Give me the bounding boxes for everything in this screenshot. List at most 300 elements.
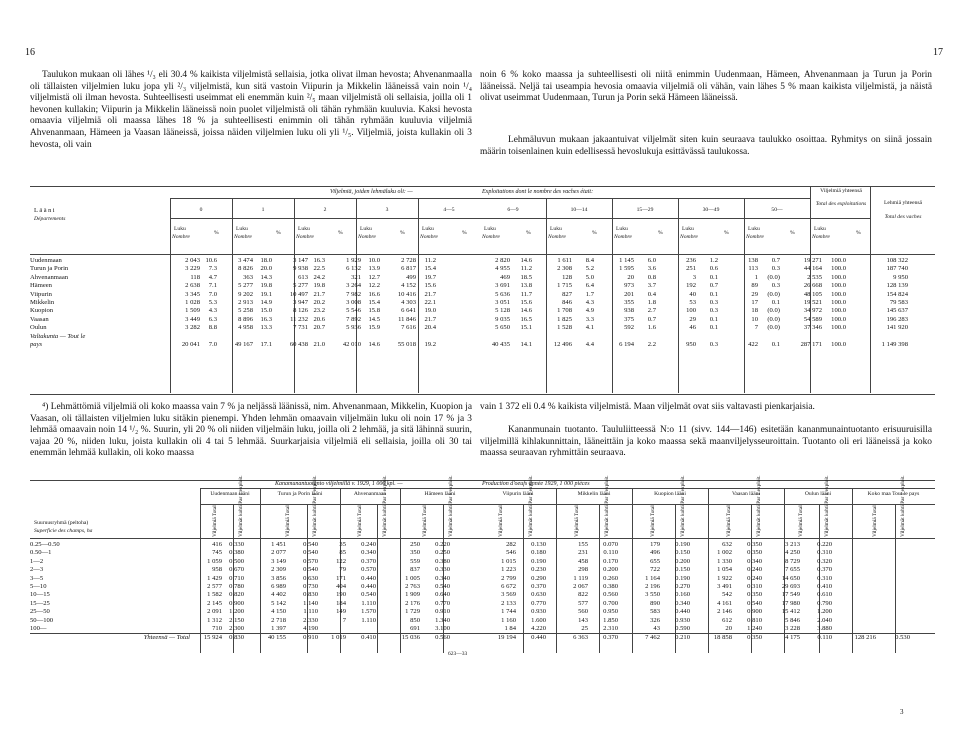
table-cell: 141 920 [886, 324, 908, 332]
table-cell: 4.7 [208, 273, 217, 281]
table-cell [762, 333, 790, 341]
table-cell [348, 625, 380, 633]
column-header: Viljelmiä yhteensä [820, 188, 862, 194]
sub-header-luku: Luku [360, 226, 372, 232]
table-cell: 0.270 [675, 582, 690, 590]
table-row [30, 541, 480, 549]
table-cell: 35 [339, 541, 346, 548]
table-cell: 1.7 [585, 290, 594, 298]
table-cell: 1 595 [619, 265, 634, 273]
table-cell: 4.190 [303, 624, 318, 632]
table-cell: 4 175 [785, 634, 800, 642]
table-cell: 2.300 [229, 624, 244, 632]
table-cell: 0.110 [603, 549, 618, 557]
table-cell: 0.340 [747, 557, 762, 565]
table-cell: 0.1 [771, 340, 780, 348]
table-cell: 1 929 [346, 257, 361, 264]
table-cell: 3 691 [495, 282, 510, 290]
table-cell: 0.230 [531, 566, 546, 574]
table-cell: 60 438 [289, 340, 308, 348]
table-cell: 577 [578, 599, 588, 607]
vertical-column-header: Viljelmät kohti Par 1 exploit. [900, 475, 906, 537]
sub-header-pct: % [338, 230, 343, 236]
table-row [30, 265, 480, 273]
row-label: 0.25—0.50 [30, 541, 60, 548]
table-row [30, 566, 480, 574]
vertical-column-header: Viljelmät kohti Par 1 exploit. [680, 475, 686, 537]
sub-header-nombre: Nombre [614, 234, 632, 240]
table-cell: 1 005 [405, 574, 420, 582]
table-cell: 0.540 [747, 599, 762, 607]
table-cell: 5 142 [271, 599, 286, 607]
table-cell: 1 054 [717, 566, 732, 574]
table-cell: 7 462 [645, 634, 660, 642]
table-cell: 21.7 [313, 290, 325, 298]
sub-header-nombre: Nombre [358, 234, 376, 240]
table-cell: 2 820 [495, 257, 510, 264]
table-cell [856, 333, 908, 341]
table-cell: 938 [624, 307, 634, 315]
sub-header-luku: Luku [298, 226, 310, 232]
table-cell: 0.830 [303, 591, 318, 599]
table-cell: 0.570 [303, 557, 318, 565]
table-row [30, 633, 480, 642]
table-cell: 11 846 [398, 315, 416, 323]
table-cell: 2 638 [185, 282, 200, 290]
table-cell: 100.0 [831, 282, 846, 290]
table-cell: 5.0 [585, 273, 594, 281]
table-cell: 10 416 [397, 290, 416, 298]
table-cell: 0.700 [603, 599, 618, 607]
table-cell: 1 429 [207, 574, 222, 582]
footer-page-marker: 3 [900, 708, 904, 716]
table-cell: 1 715 [557, 282, 572, 290]
table-cell: 3 550 [645, 591, 660, 599]
table-cell: 2 763 [405, 582, 420, 590]
sub-header-luku: Luku [174, 226, 186, 232]
vertical-column-header: Viljelmiä Total [285, 505, 291, 537]
table-cell: 0.1 [709, 324, 718, 332]
table-cell: 6 672 [501, 582, 516, 590]
table-cell: 0.440 [531, 634, 546, 642]
table-cell [223, 333, 255, 341]
sub-header-nombre: Nombre [234, 234, 252, 240]
vertical-column-header: Viljelmiä Total [212, 505, 218, 537]
table-cell: 100.0 [831, 273, 846, 281]
table-cell: 43 [653, 624, 660, 632]
table-cell: 0.310 [747, 582, 762, 590]
table-cell: 192 [686, 282, 696, 290]
table-cell [826, 333, 856, 341]
table-cell: 15 412 [781, 608, 800, 616]
table-cell: 201 [624, 290, 634, 298]
row-label: 0.50—1 [30, 549, 52, 557]
table-cell: 850 [410, 616, 420, 624]
table-cell: 0.3 [709, 340, 718, 348]
table-cell: 5 128 [495, 307, 510, 315]
table-cell: 6 989 [271, 582, 286, 590]
table-cell [278, 333, 310, 341]
table-row [480, 333, 935, 341]
table-cell: 149 [336, 608, 346, 616]
column-header: Lääni [34, 207, 57, 214]
table-cell: 1 160 [501, 616, 516, 624]
table-cell [542, 333, 576, 341]
table-row [30, 617, 480, 625]
table-cell: 5 277 [293, 282, 308, 290]
table-cell: (0.0) [767, 324, 780, 332]
row-label: Oulun [30, 324, 47, 332]
table-row [30, 608, 480, 616]
table-row [480, 274, 935, 282]
table-cell: 100 [686, 307, 696, 315]
table-cell: 2 308 [557, 265, 572, 273]
table-cell: (0.0) [767, 315, 780, 323]
column-header: Mikkelin lääni [577, 491, 611, 497]
table-cell: 0.370 [603, 634, 618, 642]
table-cell: 34 972 [803, 307, 822, 315]
table-cell: 143 [578, 616, 588, 624]
table-row [480, 625, 935, 633]
table-cell: 23.2 [313, 307, 325, 315]
table-body [30, 541, 480, 643]
sub-header-luku: Luku [236, 226, 248, 232]
table-cell: 15.9 [368, 324, 380, 332]
table-cell: 0.110 [817, 634, 832, 642]
paragraph: Taulukon mukaan oli lähes ¹/₃ eli 30.4 % kaikista viljelmistä sellaisia, jotka olivat ilman hevosta; Ahvenanmaalla oli tällaisten viljelmien luku jopa yli ²/₃ viljelmistä, kun sitä vastoin Viipurin ja Mikkelin lääneissä vain noin ¹/₄ viljelmistä oli ilman hevosta. Suhteellisesti useimmat eli enemmän kuin ²/₅ maan viljelmistä oli sellaisia, joilla oli 1 hevonen kullakin; Viipurin ja Mikkelin lääneissä noin puolet viljelmistä oli tähän ryhmään kuuluvia. Kaksi hevosta omaavia viljelmiä oli maassa lähes 18 % ja suhteellisesti enimmin oli tähän ryhmään kuuluvia viljelmiä Ahvenanmaan, Hämeen ja Vaasan lääneissä, joissa näiden viljelmien luku oli yli ¹/₅. Viljelmiä, joista kullakin oli 3 hevosta, oli vain [30, 70, 472, 150]
table-row [480, 591, 935, 599]
table-cell: 21.0 [313, 340, 325, 348]
table-cell [728, 333, 762, 341]
table-row [30, 600, 480, 608]
table-cell: 20.7 [313, 324, 325, 332]
table-cell: 22.5 [313, 265, 325, 273]
sub-header-nombre: Nombre [548, 234, 566, 240]
table-row [30, 324, 480, 332]
table-cell: 0.820 [229, 591, 244, 599]
table-cell: 20 [627, 273, 634, 281]
group-header: 0 [199, 207, 203, 213]
table-cell: 2.7 [647, 307, 656, 315]
table-cell: 4.4 [585, 340, 594, 348]
row-label: 50—100 [30, 616, 54, 624]
table-cell: 6 641 [401, 307, 416, 315]
table-cell: 0.380 [435, 557, 450, 565]
table-cell: 655 [650, 557, 660, 565]
table-cell: 0.540 [435, 582, 450, 590]
table-cell: 0.770 [435, 599, 450, 607]
table-cell: 546 [506, 549, 516, 557]
table-cell [310, 333, 331, 341]
row-label: Turun ja Porin [30, 265, 69, 273]
table-cell: 5 277 [238, 282, 253, 290]
table-row [480, 282, 935, 290]
table-cell: 3 345 [185, 290, 200, 298]
table-cell: 16.6 [368, 290, 380, 298]
table-cell: 2 067 [573, 582, 588, 590]
column-header: Superficie des champs, ha [34, 528, 93, 534]
table-cell: 171 [336, 574, 346, 582]
table-cell: 7 731 [293, 324, 308, 332]
table-cell: 0.440 [361, 574, 376, 582]
table-cell: 3 228 [785, 624, 800, 632]
table-cell: 846 [562, 298, 572, 306]
table-cell: 1 909 [405, 591, 420, 599]
vertical-column-header: Viljelmiä Total [422, 505, 428, 537]
table-cell: 9 938 [293, 265, 308, 273]
paragraph: Lehmäluvun mukaan jakaantuivat viljelmät siten kuin seuraava taulukko osoittaa. Ryhmitys on siinä jossain määrin toisenlainen kuin edellisessä hevoslukuja esittävässä taulukossa. [480, 135, 932, 157]
table-cell: 0.830 [229, 634, 244, 642]
table-cell: 0.640 [435, 591, 450, 599]
sub-header-luku: Luku [616, 226, 628, 232]
table-cell: 0.950 [603, 608, 618, 616]
table-cell: 2 799 [501, 574, 516, 582]
table-cell: 15.0 [260, 307, 272, 315]
table-cell: 8.8 [208, 324, 217, 332]
table-cell: 155 [578, 541, 588, 548]
table-cell: 4 303 [401, 298, 416, 306]
table-cell: 8 126 [293, 307, 308, 315]
table-cell: 7 [754, 324, 758, 332]
table-cell: 18.0 [260, 257, 272, 264]
table-cell: 53 [689, 298, 696, 306]
table-row [30, 575, 480, 583]
table-cell: 2.310 [603, 624, 618, 632]
table-cell: 890 [650, 599, 660, 607]
table-caption: Kanamunantuotanto viljelmillä v. 1929, 1 000 kpl. — [275, 481, 403, 487]
table-cell: 4 152 [401, 282, 416, 290]
table-cell [418, 333, 442, 341]
table-cell: 4 955 [495, 265, 510, 273]
sub-header-pct: % [856, 230, 861, 236]
right-page [448, 0, 960, 741]
table-cell [331, 333, 363, 341]
table-cell: 3 147 [293, 257, 308, 264]
vertical-column-header: Viljelmät kohti Par 1 exploit. [312, 475, 318, 537]
vertical-column-header: Viljelmiä Total [726, 505, 732, 537]
row-label: Ahvenanmaan [30, 273, 69, 281]
table-cell: 321 [351, 273, 361, 281]
table-cell: 1 611 [557, 257, 572, 264]
table-cell: 0.440 [361, 582, 376, 590]
table-cell: 1.140 [303, 599, 318, 607]
table-cell: 0.340 [361, 549, 376, 557]
table-cell: 15.4 [368, 298, 380, 306]
table-cell: 9 202 [238, 290, 253, 298]
table-cell: 0.150 [675, 549, 690, 557]
table-cell: 3 051 [495, 298, 510, 306]
row-label: 25—50 [30, 608, 50, 616]
vertical-column-header: Viljelmiä Total [872, 505, 878, 537]
table-cell: 0.240 [747, 566, 762, 574]
table-row [480, 600, 935, 608]
paragraph: Kananmunain tuotanto. Taululiitteessä N:o 11 (sivv. 144—146) esitetään kananmunaintuotanto erisuuruisilla viljelmillä kihlakunnittain, lääneittäin ja koko maassa sekä maanviljelysseuroittain. Tuotanto oli eri lääneissä ja koko maassa seuraavan ryhmittäin seuraava. [480, 425, 932, 459]
table-cell: 1 028 [185, 298, 200, 306]
table-cell: 2 043 [185, 257, 200, 264]
table-cell: 0.770 [531, 599, 546, 607]
table-cell: 0.540 [303, 566, 318, 574]
table-body [30, 257, 480, 349]
table-cell: 13.9 [368, 265, 380, 273]
table-cell [666, 333, 700, 341]
table-cell: 0.220 [435, 541, 450, 548]
table-cell: 1 149 398 [881, 340, 908, 348]
paragraph: vain 1 372 eli 0.4 % kaikista viljelmistä. Maan viljelmät ovat siis valtavasti pienkarjaisia. [480, 402, 815, 412]
table-cell: 6.3 [208, 315, 217, 323]
table-cell: 560 [578, 608, 588, 616]
table-cell: 128 216 [854, 634, 876, 642]
table-row [30, 282, 480, 290]
table-cell: 5 650 [495, 324, 510, 332]
table-cell: 19 271 [803, 257, 822, 264]
sub-header-pct: % [658, 230, 663, 236]
sub-header-nombre: Nombre [746, 234, 764, 240]
table-cell: 15.8 [368, 307, 380, 315]
table-cell: 0.340 [675, 599, 690, 607]
table-cell [480, 333, 514, 341]
table-cell: 122 [336, 557, 346, 565]
table-cell: 542 [722, 591, 732, 599]
table-row [480, 265, 935, 273]
table-row [480, 633, 935, 642]
vertical-column-header: Viljelmiä Total [650, 505, 656, 537]
table-cell: 1 825 [557, 315, 572, 323]
table-cell: 3 [692, 273, 696, 281]
table-cell: 2.2 [647, 340, 656, 348]
row-label: Uudenmaan [30, 257, 62, 264]
table-cell: 25 [581, 624, 588, 632]
table-cell: 0.440 [675, 608, 690, 616]
table-cell: 118 [190, 273, 200, 281]
table-cell: 14.6 [520, 257, 532, 264]
sub-header-pct: % [724, 230, 729, 236]
table-cell: 20.2 [313, 298, 325, 306]
table-cell: 0.170 [603, 557, 618, 565]
table-cell: 0.1 [709, 273, 718, 281]
table-cell: 973 [624, 282, 634, 290]
table-row [480, 608, 935, 616]
table-cell: 0.1 [709, 290, 718, 298]
table-row [30, 341, 480, 349]
table-cell: 179 [650, 541, 660, 548]
column-header: Oulun lääni [804, 491, 832, 497]
table-cell [255, 333, 278, 341]
table-row [30, 307, 480, 315]
table-cell: 8 826 [238, 265, 253, 273]
table-cell: 15 036 [401, 634, 420, 642]
table-row [30, 274, 480, 282]
vertical-column-header: Viljelmiä Total [798, 505, 804, 537]
table-cell: 363 [243, 273, 253, 281]
table-cell: 3 229 [185, 265, 200, 273]
paragraph: noin 6 % koko maassa ja suhteellisesti oli niitä enimmin Uudenmaan, Hämeen, Ahvenanmaan ja Turun ja Porin lääneissä. Neljä tai useampia hevosia omaavia viljelmiä oli vähän, vain lähes 5 % maan kaikista viljelmistä, ja näistä olivat useimmat Uudenmaan, Turun ja Porin sekä Hämeen lääneissä. [480, 70, 932, 104]
table-cell: 722 [650, 566, 660, 574]
table-cell: 0.710 [229, 574, 244, 582]
table-cell: 3 569 [501, 591, 516, 599]
table-cell: 0.240 [361, 541, 376, 548]
group-header: 50— [771, 207, 783, 213]
table-cell: 187 740 [886, 265, 908, 273]
column-header: Uudenmaan lääni [210, 491, 250, 497]
table-cell: 0.900 [747, 608, 762, 616]
vertical-column-header: Viljelmät kohti Par 1 exploit. [604, 475, 610, 537]
table-cell: 3.880 [817, 624, 832, 632]
table-cell: 0.8 [647, 273, 656, 281]
row-label: 15—25 [30, 599, 50, 607]
table-caption: Exploitations dont le nombre des vaches était: [482, 189, 594, 195]
row-label: 3—5 [30, 574, 44, 582]
table-cell: 0.290 [531, 574, 546, 582]
row-label: Hämeen [30, 282, 52, 290]
sub-header-pct: % [526, 230, 531, 236]
table-cell: 196 283 [886, 315, 908, 323]
table-cell: 0.900 [229, 599, 244, 607]
table-cell: 3 947 [293, 298, 308, 306]
table-cell: 100.0 [831, 324, 846, 332]
sub-header-pct: % [214, 230, 219, 236]
table-cell: 4 161 [717, 599, 732, 607]
table-cell: 2.330 [303, 616, 318, 624]
table-cell [604, 333, 638, 341]
table-cell: 46 [689, 324, 696, 332]
group-header: 4—5 [443, 207, 455, 213]
table-cell: 416 [212, 541, 222, 548]
table-cell: 2 535 [807, 273, 822, 281]
column-header: Koko maa Tout le pays [867, 491, 920, 497]
table-row [480, 549, 935, 557]
column-header: Lehmiä yhteensä [883, 200, 923, 206]
table-cell: 8.4 [585, 257, 594, 264]
group-header: 3 [385, 207, 389, 213]
table-row [30, 583, 480, 591]
table-cell: 108 322 [886, 257, 908, 264]
table-cell: 1 164 [645, 574, 660, 582]
table-cell [170, 333, 202, 341]
table-cell: 0.3 [771, 265, 780, 273]
table-cell: 0.410 [361, 634, 376, 642]
table-row [480, 257, 935, 265]
table-cell: 6.0 [647, 257, 656, 264]
table-cell [202, 333, 223, 341]
table-cell: 2 718 [271, 616, 286, 624]
table-cell: 3 856 [271, 574, 286, 582]
table-cell: 6 363 [573, 634, 588, 642]
table-cell: 138 [748, 257, 758, 264]
table-cell: 100.0 [831, 307, 846, 315]
table-cell: 3 491 [717, 582, 732, 590]
table-cell: 0.560 [435, 634, 450, 642]
table-cell: 1.6 [647, 324, 656, 332]
sub-header-nombre: Nombre [812, 234, 830, 240]
row-label: Valtakunta — Tout le [30, 332, 86, 340]
table-cell [386, 333, 418, 341]
vertical-column-header: Viljelmät kohti Par 1 exploit. [238, 475, 244, 537]
table-cell: (0.0) [767, 273, 780, 281]
table-cell: 958 [212, 566, 222, 574]
table-cell: 250 [410, 541, 420, 548]
vertical-column-header: Viljelmät kohti Par 1 exploit. [756, 475, 762, 537]
table-cell: 282 [506, 541, 516, 548]
table-cell: 6 194 [619, 340, 634, 348]
footer-code: 623—33 [448, 651, 468, 657]
table-cell: 0.370 [531, 582, 546, 590]
table-cell: 15 924 [203, 634, 222, 642]
table-cell: 0.7 [647, 315, 656, 323]
table-cell: 19.8 [313, 282, 325, 290]
table-cell: 17 980 [781, 599, 800, 607]
sub-header-luku: Luku [748, 226, 760, 232]
table-cell: 0.540 [303, 549, 318, 557]
